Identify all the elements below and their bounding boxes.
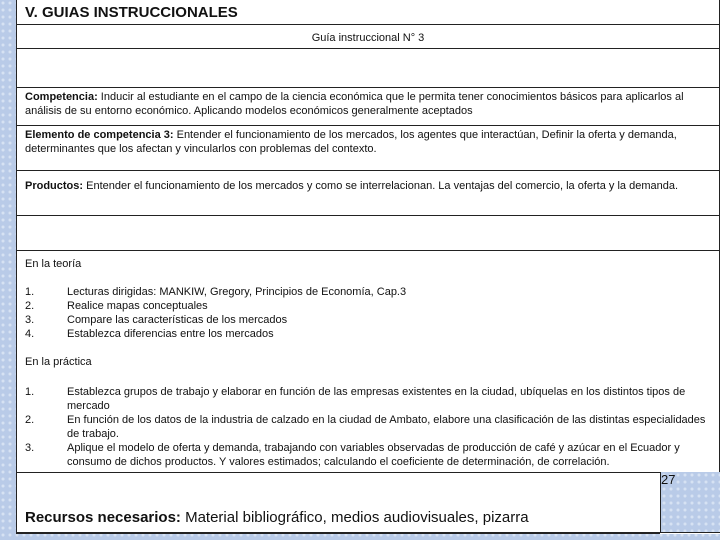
recursos-text: Material bibliográfico, medios audiovisuales, pizarra [180,509,529,526]
competencia-text: Inducir al estudiante en el campo de la ciencia económica que le permita tener conocimientos básicos para aplicarlos al análisis de su entorno económico. Aplicando modelos económicos generalmente aceptados [25,91,684,117]
document [16,0,720,534]
practica-list [25,385,711,469]
item-number: 3. [25,314,35,326]
list-item [25,327,711,341]
page-number: 27 [661,472,676,487]
item-text: En función de los datos de la industria de calzado en la ciudad de Ambato, elabore una clasificación de las distintas especialidades de trabajo. [67,414,706,440]
section-title: V. GUIAS INSTRUCCIONALES [16,0,720,25]
teoria-heading: En la teoría [25,258,82,270]
activities-row [16,251,720,473]
teoria-list [25,285,711,341]
item-number: 4. [25,328,35,340]
list-item [25,299,711,313]
item-text: Aplique el modelo de oferta y demanda, trabajando con variables observadas de producción de café y azúcar en el Ecuador y consumo de dichos productos. Y valores estimados; calculando el coeficiente de determinación, de correlación. [67,442,680,468]
item-number: 1. [25,386,35,398]
guide-number: Guía instruccional N° 3 [16,25,720,49]
practica-heading: En la práctica [25,356,92,368]
list-item [25,441,711,469]
blank-row [16,49,720,88]
list-item [25,413,711,441]
elemento-label: Elemento de competencia 3: [25,129,174,141]
recursos-row [16,473,660,534]
item-number: 3. [25,442,35,454]
item-number: 2. [25,414,35,426]
elemento-text: Entender el funcionamiento de los mercados, los agentes que interactúan, Definir la oferta y demanda, determinantes que los afectan y vincularlos con problemas del contexto. [25,129,677,155]
competencia-label: Competencia: [25,91,98,103]
blank-row-2 [16,216,720,251]
item-text: Compare las características de los mercados [67,314,288,326]
elemento-row [16,126,720,171]
item-text: Establezca grupos de trabajo y elaborar en función de las empresas existentes en la ciudad, ubíquelas en los distintos tipos de mercado [67,386,686,412]
list-item [25,285,711,299]
item-number: 1. [25,286,35,298]
competencia-row [16,88,720,126]
page-number-box [660,472,720,533]
item-text: Realice mapas conceptuales [67,300,208,312]
productos-label: Productos: [25,180,84,192]
productos-text: Entender el funcionamiento de los mercados y como se interrelacionan. La ventajas del comercio, la oferta y la demanda. [83,180,679,192]
item-number: 2. [25,300,35,312]
bottom-border [16,532,720,533]
item-text: Establezca diferencias entre los mercados [67,328,274,340]
item-text: Lecturas dirigidas: MANKIW, Gregory, Principios de Economía, Cap.3 [67,286,407,298]
recursos-label: Recursos necesarios: [25,509,181,526]
list-item [25,313,711,327]
list-item [25,385,711,413]
productos-row [16,171,720,216]
